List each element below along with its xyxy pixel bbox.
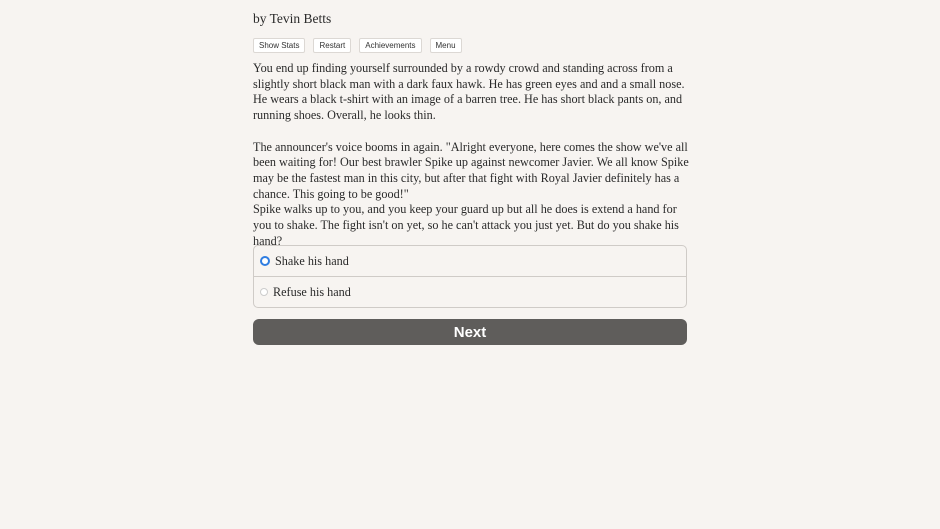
achievements-button[interactable]: Achievements — [359, 38, 421, 53]
story-paragraph: Spike walks up to you, and you keep your guard up but all he does is extend a hand for you to shake. The fight isn't on yet, so he can't attack you just yet. But do you shake his hand? — [253, 202, 679, 248]
toolbar — [253, 38, 462, 53]
menu-button[interactable]: Menu — [430, 38, 462, 53]
choice-list — [253, 245, 687, 308]
next-button[interactable]: Next — [253, 319, 687, 345]
radio-selected-icon[interactable] — [260, 256, 270, 266]
choice-refuse-hand[interactable] — [254, 276, 686, 307]
story-text — [253, 61, 689, 249]
story-paragraph: The announcer's voice booms in again. "Alright everyone, here comes the show we've all been waiting for! Our best brawler Spike up against newcomer Javier. We all know Spike may be the fastest man in this city, but after that fight with Royal Javier definitely has a chance. This going to be good!" — [253, 139, 689, 201]
show-stats-button[interactable]: Show Stats — [253, 38, 305, 53]
choice-shake-hand[interactable] — [254, 246, 686, 276]
choice-label: Refuse his hand — [273, 284, 351, 299]
story-paragraph: You end up finding yourself surrounded by a rowdy crowd and standing across from a slightly short black man with a dark faux hawk. He has green eyes and and a small nose. He wears a black t-shirt with an image of a barren tree. He has short black pants on, and running shoes. Overall, he looks thin. — [253, 61, 685, 123]
author-byline: by Tevin Betts — [253, 11, 332, 26]
radio-unselected-icon[interactable] — [260, 288, 268, 296]
choice-label: Shake his hand — [275, 253, 349, 268]
restart-button[interactable]: Restart — [313, 38, 351, 53]
